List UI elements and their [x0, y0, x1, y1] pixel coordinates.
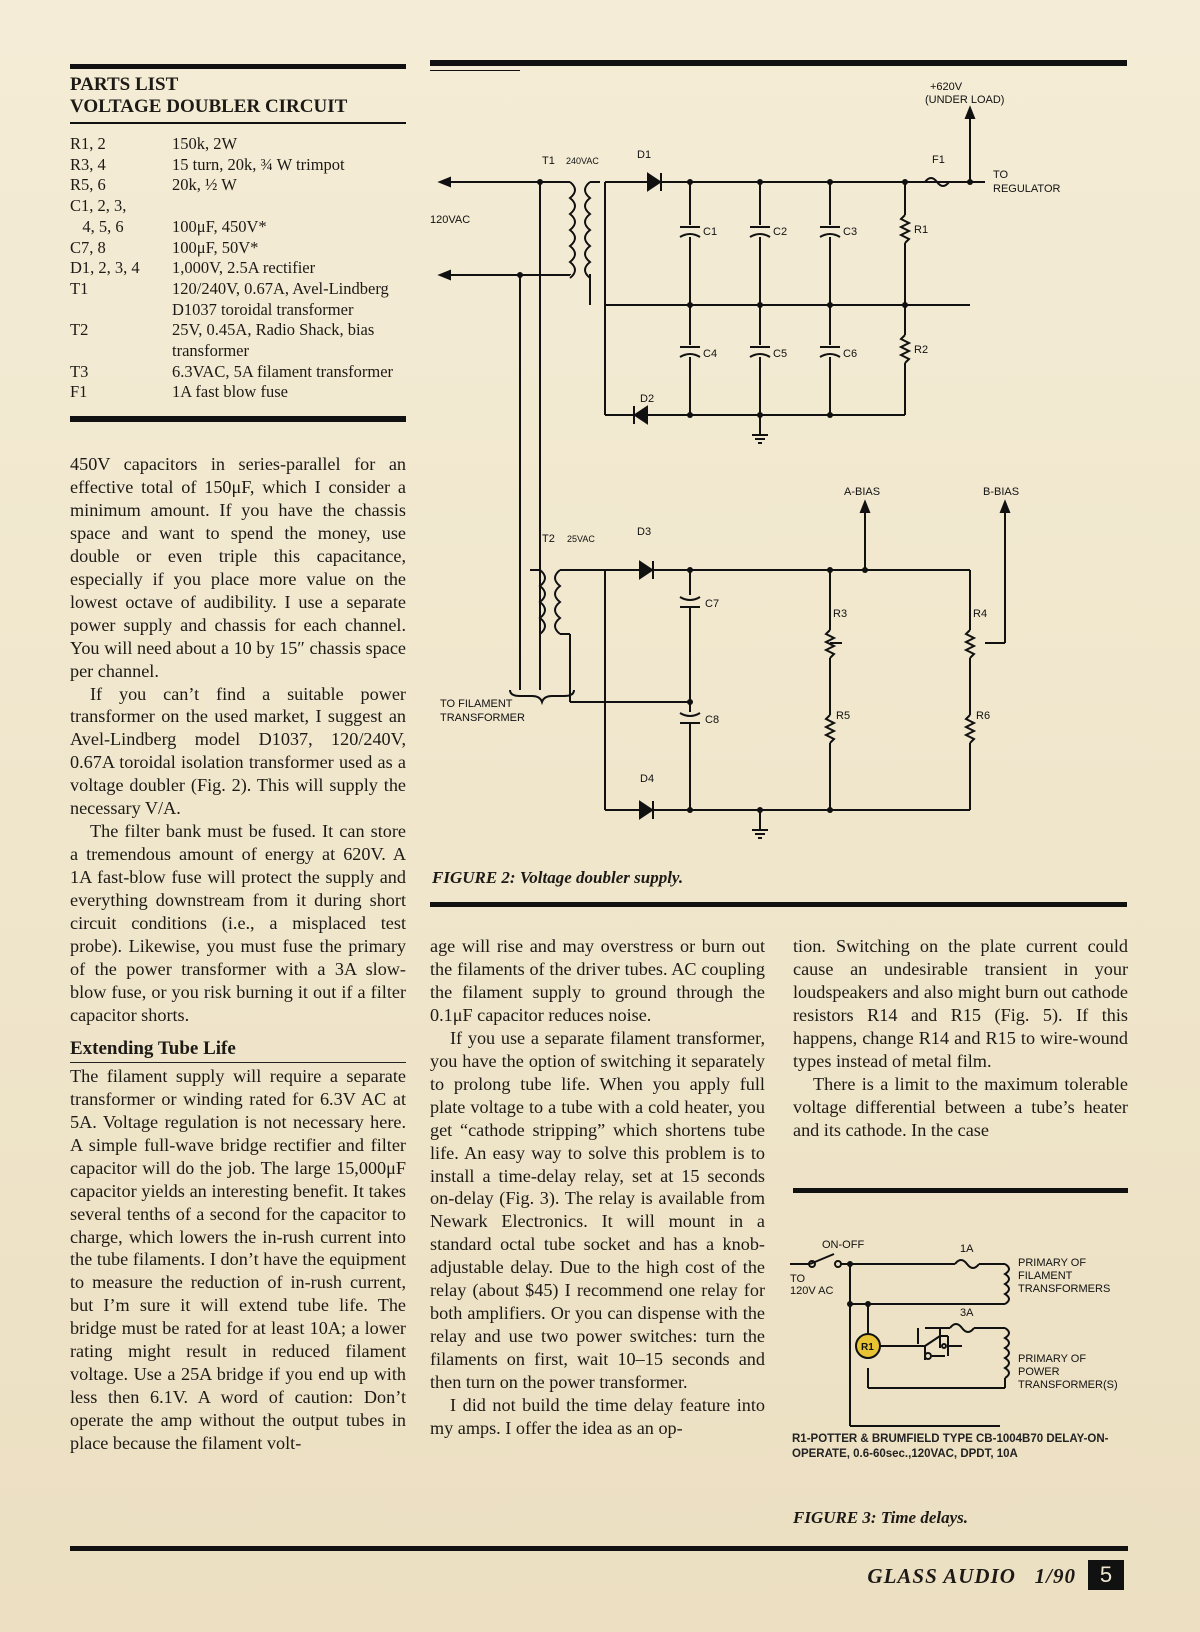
label-primary-power-3: TRANSFORMER(S) — [1018, 1379, 1118, 1391]
parts-bottom-rule — [70, 416, 406, 422]
paragraph: If you use a separate filament transformer, you have the option of switching it separately to prolong tube life. When you apply full plate voltage to a tube with a cold heater, you get “cathode stripping” which shortens tube life. An easy way to solve this problem is to install a time-delay relay, set at 15 seconds on-delay (Fig. 3). The relay is available from Newark Electronics. It will mount in a standard octal tube socket and has a knob-adjustable delay. Due to the high cost of the relay (about $45) I recommend one relay for both amplifiers. Or you can dispense with the relay and use two power switches: turn the filaments on first, wait 10–15 seconds and then turn on the power transformer. — [430, 1027, 765, 1393]
label-r5: R5 — [836, 710, 851, 722]
label-c1: C1 — [703, 226, 718, 238]
label-d1: D1 — [637, 149, 652, 161]
paragraph: I did not build the time delay feature into my amps. I offer the idea as an op- — [430, 1395, 765, 1439]
fig3-top-rule — [793, 1188, 1128, 1193]
label-primary-filament-1: PRIMARY OF — [1018, 1257, 1087, 1269]
part-reference: 4, 5, 6 — [70, 216, 124, 236]
label-primary-power-1: PRIMARY OF — [1018, 1353, 1087, 1365]
part-reference: T3 — [70, 361, 89, 381]
relay-note: R1-POTTER & BRUMFIELD TYPE CB-1004B70 DELAY-ON-OPERATE, 0.6-60sec.,120VAC, DPDT, 10A — [792, 1433, 1109, 1460]
parts-row — [70, 362, 408, 383]
parts-top-rule — [70, 64, 406, 69]
label-r3: R3 — [833, 608, 848, 620]
label-c6: C6 — [843, 348, 858, 360]
part-description: 15 turn, 20k, ¾ W trimpot — [172, 154, 345, 174]
label-r1: R1 — [861, 1342, 874, 1353]
parts-head-rule — [70, 122, 406, 124]
label-under-load: (UNDER LOAD) — [925, 94, 1005, 106]
label-primary-power-2: POWER — [1018, 1366, 1060, 1378]
label-r6: R6 — [976, 710, 991, 722]
label-1a: 1A — [960, 1243, 974, 1255]
label-25vac: 25VAC — [567, 534, 595, 544]
label-120v-ac: 120V AC — [790, 1285, 834, 1297]
section-heading: Extending Tube Life — [70, 1037, 406, 1063]
label-to: TO — [790, 1273, 806, 1285]
parts-subtitle: VOLTAGE DOUBLER CIRCUIT — [70, 96, 348, 117]
parts-row — [70, 279, 408, 320]
parts-row — [70, 134, 408, 155]
label-to: TO — [993, 169, 1009, 181]
label-r2: R2 — [914, 344, 929, 356]
part-description: 6.3VAC, 5A filament transformer — [172, 361, 394, 381]
label-regulator: REGULATOR — [993, 183, 1061, 195]
part-description: 1,000V, 2.5A rectifier — [172, 258, 316, 278]
label-transformer: TRANSFORMER — [440, 712, 525, 724]
part-reference: R5, 6 — [70, 175, 106, 195]
part-description: 100μF, 50V* — [172, 237, 259, 257]
label-f1: F1 — [932, 154, 945, 166]
part-reference: T2 — [70, 320, 89, 340]
part-reference: T1 — [70, 278, 89, 298]
label-primary-filament-2: FILAMENT — [1018, 1270, 1073, 1282]
paragraph: The filter bank must be fused. It can store a tremendous amount of energy at 620V. A 1A fast-blow fuse will protect the supply and everything downstream from it during short circuit conditions (i.e., a misplaced test probe). Likewise, you must fuse the primary of the power transformer with a 3A slow-blow fuse, or you risk burning it out if a filter capacitor shorts. — [70, 821, 406, 1025]
parts-title: PARTS LIST — [70, 74, 179, 95]
label-a-bias: A-BIAS — [844, 486, 881, 498]
part-reference: R1, 2 — [70, 134, 106, 153]
parts-row — [70, 382, 408, 403]
part-reference: C1, 2, 3, — [70, 196, 127, 216]
label-d2: D2 — [640, 393, 655, 405]
label-c5: C5 — [773, 348, 788, 360]
paragraph: There is a limit to the maximum tolerable voltage differential between a tube’s heater and its cathode. In the case — [793, 1073, 1128, 1140]
part-description: 20k, ½ W — [172, 175, 237, 195]
paragraph: age will rise and may overstress or burn out the filaments of the driver tubes. AC coupling the filament supply to ground through the 0.1μF capacitor reduces noise. — [430, 936, 765, 1025]
label-d4: D4 — [640, 773, 655, 785]
paragraph: If you can’t find a suitable power transformer on the used market, I suggest an Avel-Lindberg model D1037, 120/240V, 0.67A toroidal isolation transformer used as a voltage doubler (Fig. 2). This will supply the necessary V/A. — [70, 683, 406, 819]
label-c8: C8 — [705, 714, 720, 726]
parts-row — [70, 217, 408, 238]
part-description: 25V, 0.45A, Radio Shack, bias transformer — [172, 320, 375, 361]
label-r4: R4 — [973, 608, 988, 620]
label-b-bias: B-BIAS — [983, 486, 1020, 498]
page-number: 5 — [1088, 1560, 1124, 1590]
column-2 — [430, 935, 765, 1440]
parts-table — [70, 134, 408, 403]
label-on-off: ON-OFF — [822, 1239, 865, 1251]
part-reference: R3, 4 — [70, 154, 106, 174]
parts-row — [70, 258, 408, 279]
voltage-doubler-schematic — [430, 70, 1130, 860]
magazine-footer: GLASS AUDIO 1/90 — [867, 1564, 1076, 1588]
paragraph: 450V capacitors in series-parallel for an effective total of 150μF, which I consider a minimum amount. If you have the chassis space and want to spend the money, use double or even triple this capacitance, especially if you place more value on the lowest octave of audibility. I use a separate power supply and chassis for each channel. You will need about a 10 by 15″ chassis space per channel. — [70, 454, 406, 681]
part-reference: D1, 2, 3, 4 — [70, 258, 140, 278]
part-description: 120/240V, 0.67A, Avel-Lindberg D1037 toroidal transformer — [172, 278, 389, 319]
label-r1: R1 — [914, 224, 929, 236]
label-240vac: 240VAC — [566, 156, 599, 166]
time-delay-schematic — [790, 1228, 1130, 1428]
label-to-filament: TO FILAMENT — [440, 698, 513, 710]
parts-row — [70, 320, 408, 361]
fig2-top-rule — [430, 60, 1127, 66]
paragraph: The filament supply will require a separate transformer or winding rated for 6.3V AC at 5A. Voltage regulation is not necessary here. A simple full-wave bridge rectifier and filter capacitor will do the job. The large 15,000μF capacitor yields an interesting benefit. It takes several tenths of a second for the capacitor to charge, which lowers the in-rush current into the tube filaments. I don’t have the equipment to measure the reduction of in-rush current, but I’m sure it will extend tube life. The bridge must be rated for at least 10A; a lower rating might result in reduced filament voltage. Use a 25A bridge if you end up with less then 6.1V. A word of caution: Don’t operate the amp without the output tubes in place because the filament volt- — [70, 1065, 406, 1454]
fig2-bottom-rule — [430, 902, 1127, 907]
label-d3: D3 — [637, 526, 652, 538]
parts-row — [70, 238, 408, 259]
figure-2-caption: FIGURE 2: Voltage doubler supply. — [432, 868, 684, 887]
part-description: 100μF, 450V* — [172, 216, 267, 236]
part-description — [172, 196, 408, 217]
figure-3-caption: FIGURE 3: Time delays. — [793, 1508, 969, 1527]
label-c3: C3 — [843, 226, 858, 238]
label-t1: T1 — [542, 155, 555, 167]
footer-rule — [70, 1546, 1128, 1551]
label-120vac: 120VAC — [430, 214, 471, 226]
column-1 — [70, 453, 406, 1455]
label-620v: +620V — [930, 81, 963, 93]
label-t2: T2 — [542, 533, 555, 545]
parts-row — [70, 175, 408, 196]
parts-row — [70, 155, 408, 176]
label-c7: C7 — [705, 598, 720, 610]
label-3a: 3A — [960, 1307, 974, 1319]
label-c4: C4 — [703, 348, 718, 360]
parts-row — [70, 196, 408, 217]
part-reference: F1 — [70, 382, 88, 402]
part-description: 150k, 2W — [172, 134, 238, 153]
parts-list-heading — [70, 74, 347, 118]
label-c2: C2 — [773, 226, 788, 238]
part-reference: C7, 8 — [70, 237, 106, 257]
label-primary-filament-3: TRANSFORMERS — [1018, 1283, 1111, 1295]
part-description: 1A fast blow fuse — [172, 382, 288, 402]
paragraph: tion. Switching on the plate current could cause an undesirable transient in your loudspeakers and also might burn out cathode resistors R14 and R15 (Fig. 5). If this happens, change R14 and R15 to wire-wound types instead of metal film. — [793, 936, 1128, 1071]
column-3 — [793, 935, 1128, 1142]
